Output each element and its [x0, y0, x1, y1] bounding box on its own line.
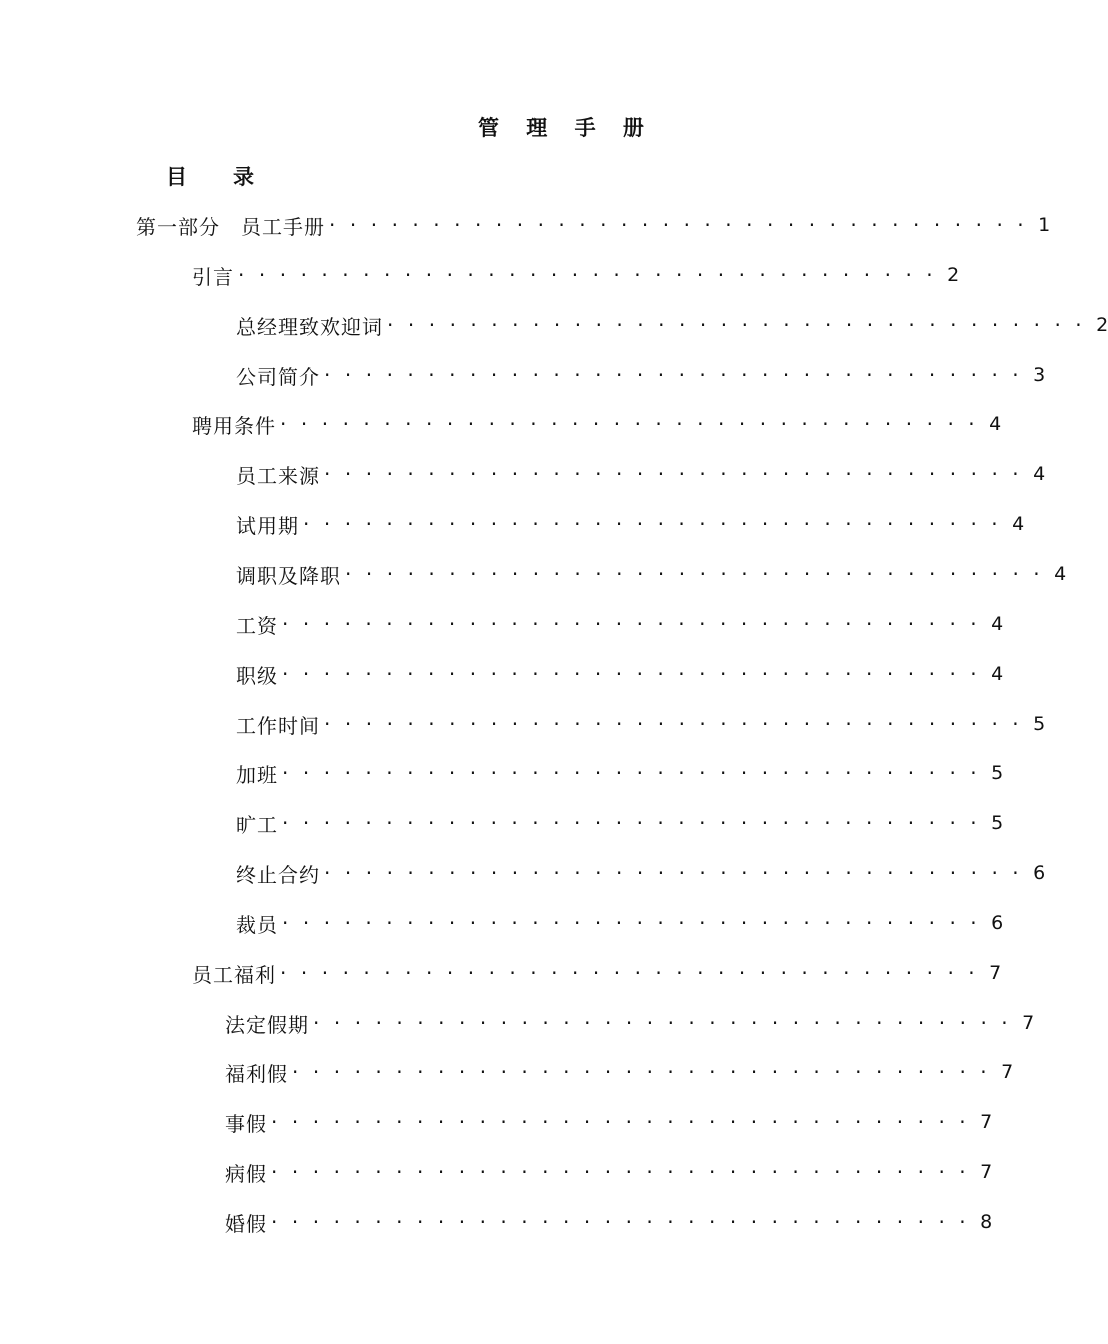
- toc-entry-label: 公司简介: [236, 364, 320, 389]
- toc-entry[interactable]: [236, 509, 1025, 539]
- toc-entry[interactable]: [192, 409, 1002, 439]
- toc-leader-dots: ··································: [282, 612, 992, 636]
- toc-entry-label: 旷工: [236, 812, 278, 837]
- toc-leader-dots: ··································: [313, 1011, 1023, 1035]
- toc-leader-dots: ··································: [282, 662, 992, 686]
- toc-leader-dots: ··································: [271, 1210, 981, 1234]
- toc-entry-page-number: 5: [991, 762, 1004, 784]
- toc-leader-dots: ··································: [282, 811, 992, 835]
- toc-entry[interactable]: [236, 709, 1046, 739]
- toc-entry-label: 职级: [236, 663, 278, 688]
- toc-entry-label: 工作时间: [236, 713, 320, 738]
- toc-entry-label: 总经理致欢迎词: [236, 314, 383, 339]
- toc-leader-dots: ··································: [292, 1060, 1002, 1084]
- toc-entry-label: 试用期: [236, 513, 299, 538]
- toc-entry[interactable]: [236, 360, 1046, 390]
- toc-entry[interactable]: [225, 1057, 1014, 1087]
- toc-leader-dots: ··································: [282, 911, 992, 935]
- toc-leader-dots: ··································: [324, 712, 1034, 736]
- toc-entry[interactable]: [236, 758, 1004, 788]
- toc-entry-page-number: 2: [1096, 314, 1108, 336]
- toc-entry-label: 福利假: [225, 1061, 288, 1086]
- toc-leader-dots: ··································: [324, 462, 1034, 486]
- toc-heading-char-2: 录: [233, 165, 254, 189]
- toc-entry-page-number: 5: [991, 812, 1004, 834]
- toc-entry[interactable]: [236, 808, 1004, 838]
- toc-entry[interactable]: [236, 609, 1004, 639]
- toc-leader-dots: ··································: [280, 961, 990, 985]
- toc-entry-label: 法定假期: [225, 1012, 309, 1037]
- toc-entry[interactable]: [236, 858, 1046, 888]
- toc-entry-label: 员工来源: [236, 463, 320, 488]
- toc-entry-page-number: 1: [1038, 214, 1051, 236]
- toc-leader-dots: ··································: [238, 263, 948, 287]
- toc-leader-dots: ··································: [324, 861, 1034, 885]
- toc-entry[interactable]: [192, 260, 960, 290]
- toc-entry-page-number: 4: [991, 663, 1004, 685]
- toc-leader-dots: ··································: [271, 1160, 981, 1184]
- toc-entry-label: 调职及降职: [236, 563, 341, 588]
- toc-entry-label: 加班: [236, 762, 278, 787]
- toc-leader-dots: ··································: [387, 313, 1097, 337]
- toc-entry[interactable]: [236, 310, 1108, 340]
- toc-entry-label: 员工福利: [192, 962, 276, 987]
- toc-entry-page-number: 6: [991, 912, 1004, 934]
- toc-entry-label: 婚假: [225, 1211, 267, 1236]
- toc-entry-label: 聘用条件: [192, 413, 276, 438]
- toc-entry-page-number: 4: [1054, 563, 1067, 585]
- toc-leader-dots: ··································: [329, 213, 1039, 237]
- toc-entry-page-number: 7: [989, 962, 1002, 984]
- toc-entry[interactable]: [225, 1107, 993, 1137]
- toc-entry-page-number: 7: [1022, 1012, 1035, 1034]
- toc-entry-label: 引言: [192, 264, 234, 289]
- toc-leader-dots: ··································: [280, 412, 990, 436]
- toc-leader-dots: ··································: [282, 761, 992, 785]
- toc-entry[interactable]: [225, 1008, 1035, 1038]
- toc-leader-dots: ··································: [345, 562, 1055, 586]
- toc-entry-page-number: 5: [1033, 713, 1046, 735]
- toc-entry-page-number: 7: [980, 1111, 993, 1133]
- toc-entry-page-number: 3: [1033, 364, 1046, 386]
- toc-entry-page-number: 4: [991, 613, 1004, 635]
- toc-entry[interactable]: [225, 1157, 993, 1187]
- toc-entry-label: 工资: [236, 613, 278, 638]
- toc-entry-label: 事假: [225, 1111, 267, 1136]
- toc-entry[interactable]: [236, 559, 1067, 589]
- document-title: 管 理 手 册: [478, 116, 654, 140]
- toc-entry-page-number: 4: [989, 413, 1002, 435]
- toc-entry-page-number: 4: [1033, 463, 1046, 485]
- toc-entry[interactable]: [236, 659, 1004, 689]
- toc-entry[interactable]: [225, 1207, 993, 1237]
- toc-entry-page-number: 6: [1033, 862, 1046, 884]
- toc-heading-char-1: 目: [166, 165, 187, 189]
- toc-entry-label: 裁员: [236, 912, 278, 937]
- toc-entry[interactable]: [236, 908, 1004, 938]
- toc-entry-page-number: 2: [947, 264, 960, 286]
- toc-entry[interactable]: [136, 210, 1051, 240]
- toc-leader-dots: ··································: [324, 363, 1034, 387]
- toc-leader-dots: ··································: [303, 512, 1013, 536]
- toc-entry[interactable]: [236, 459, 1046, 489]
- toc-entry-label: 病假: [225, 1161, 267, 1186]
- toc-entry-label: 第一部分 员工手册: [136, 214, 325, 239]
- toc-entry-page-number: 7: [1001, 1061, 1014, 1083]
- toc-entry-label: 终止合约: [236, 862, 320, 887]
- toc-entry-page-number: 4: [1012, 513, 1025, 535]
- toc-entry-page-number: 7: [980, 1161, 993, 1183]
- toc-entry[interactable]: [192, 958, 1002, 988]
- toc-leader-dots: ··································: [271, 1110, 981, 1134]
- toc-heading: [166, 161, 254, 191]
- toc-entry-page-number: 8: [980, 1211, 993, 1233]
